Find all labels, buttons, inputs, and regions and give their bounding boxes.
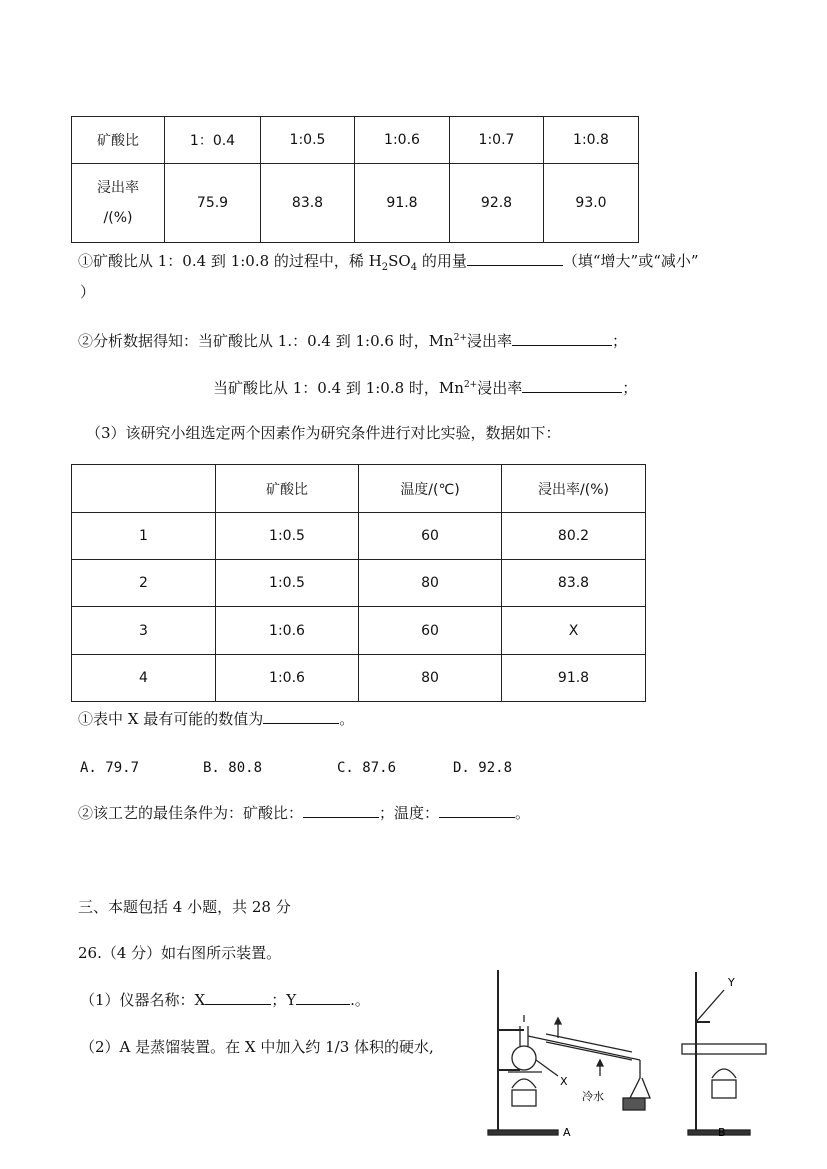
table1-row-header: 矿酸比	[72, 117, 165, 164]
label-y-pointer	[696, 990, 724, 1022]
table2-cell: 3	[72, 607, 216, 655]
test-tube-icon	[682, 1044, 766, 1054]
table2-header: 矿酸比	[216, 465, 359, 513]
table2-cell: 1:0.6	[216, 655, 359, 702]
flame-icon	[712, 1069, 736, 1078]
table1-cell: 1:0.6	[355, 117, 450, 164]
question-26-title: 26.（4 分）如右图所示装置。	[78, 944, 282, 962]
answer-blank[interactable]	[522, 378, 622, 393]
stand-base-a	[488, 1130, 558, 1135]
superscript: 2+	[453, 333, 467, 343]
label-cold-water: 冷水	[582, 1090, 604, 1103]
question-x-value	[78, 709, 354, 729]
table1-header-line: /(%)	[103, 210, 133, 226]
table-row	[72, 607, 646, 655]
question-1-mid: SO	[388, 252, 411, 270]
answer-blank[interactable]	[263, 709, 339, 724]
question-1-prefix: ①矿酸比从 1：0.4 到 1:0.8 的过程中，稀 H	[78, 252, 382, 270]
best-conditions-mid: ；温度：	[379, 804, 440, 822]
table-row	[72, 513, 646, 560]
section-heading: 三、本题包括 4 小题，共 28 分	[78, 898, 291, 916]
label-y: Y	[728, 976, 735, 989]
option-b[interactable]: B. 80.8	[203, 760, 263, 776]
table2-header: 浸出率/(%)	[502, 465, 646, 513]
table1-header-line: 浸出率	[97, 180, 139, 196]
label-b: B	[718, 1126, 726, 1139]
superscript: 2+	[463, 380, 478, 390]
table2-header: 温度/(℃)	[359, 465, 502, 513]
question-2-after: 浸出率	[477, 379, 523, 397]
question-2-line2	[213, 378, 637, 398]
question-26-part1	[80, 990, 370, 1010]
table2-cell: 1	[72, 513, 216, 560]
table1-cell: 1:0.8	[544, 117, 639, 164]
table1-row-header	[72, 164, 165, 243]
question-26-part2: （2）A 是蒸馏装置。在 X 中加入约 1/3 体积的硬水,	[80, 1038, 434, 1056]
question-2-line1	[78, 331, 627, 351]
experiment-table	[71, 464, 646, 702]
question-1-line2: ）	[80, 283, 96, 301]
part1-end: .。	[350, 991, 370, 1009]
question-2-end: ；	[612, 332, 628, 350]
answer-blank[interactable]	[512, 331, 612, 346]
subscript: 4	[410, 262, 418, 273]
question-2-prefix: ②分析数据得知：当矿酸比从 1.：0.4 到 1:0.6 时，Mn	[78, 332, 454, 350]
answer-blank[interactable]	[467, 251, 563, 266]
table1-cell: 1:0.5	[261, 117, 355, 164]
subscript: 2	[381, 262, 389, 273]
option-c[interactable]: C. 87.6	[337, 760, 397, 776]
question-x-text: ①表中 X 最有可能的数值为	[78, 710, 264, 728]
table2-cell: 1:0.5	[216, 513, 359, 560]
question-2-end: ；	[622, 379, 638, 397]
receiving-flask-icon	[630, 1060, 650, 1098]
label-a: A	[563, 1126, 571, 1139]
question-2-after: 浸出率	[467, 332, 513, 350]
part1-mid: ；Y	[271, 991, 297, 1009]
best-conditions-end: 。	[515, 804, 531, 822]
table1-cell: 83.8	[261, 164, 355, 243]
table1-cell: 92.8	[450, 164, 544, 243]
table2-cell: 60	[359, 513, 502, 560]
table2-cell: 91.8	[502, 655, 646, 702]
part-3-intro: （3）该研究小组选定两个因素作为研究条件进行对比实验，数据如下：	[86, 424, 561, 442]
table1-cell: 1:0.7	[450, 117, 544, 164]
question-x-end: 。	[339, 710, 355, 728]
distillation-apparatus-figure	[460, 960, 810, 1150]
apparatus-a	[488, 970, 650, 1135]
receiver-block	[623, 1098, 645, 1110]
burner-icon	[712, 1080, 736, 1098]
answer-blank[interactable]	[296, 990, 350, 1005]
condenser-icon	[528, 1036, 640, 1060]
table1-cell: 91.8	[355, 164, 450, 243]
table2-cell: 4	[72, 655, 216, 702]
answer-blank[interactable]	[205, 990, 271, 1005]
best-conditions-text: ②该工艺的最佳条件为：矿酸比：	[78, 804, 304, 822]
label-x: X	[560, 1075, 568, 1088]
table1-cell: 1：0.4	[165, 117, 261, 164]
question-1-after: 的用量	[417, 252, 467, 270]
answer-blank[interactable]	[439, 803, 515, 818]
table2-cell: 83.8	[502, 560, 646, 607]
table2-cell: 80	[359, 655, 502, 702]
burner-icon	[512, 1090, 536, 1106]
table2-cell: 1:0.5	[216, 560, 359, 607]
answer-blank[interactable]	[303, 803, 379, 818]
table2-cell: 2	[72, 560, 216, 607]
table2-cell: 80	[359, 560, 502, 607]
table-row	[72, 560, 646, 607]
question-2-prefix: 当矿酸比从 1：0.4 到 1:0.8 时，Mn	[213, 379, 464, 397]
flame-icon	[512, 1079, 536, 1088]
question-1-suffix: （填“增大”或“减小”	[562, 252, 699, 270]
part1-prefix: （1）仪器名称：X	[80, 991, 206, 1009]
table-row	[72, 655, 646, 702]
table2-cell: 1:0.6	[216, 607, 359, 655]
question-1	[78, 251, 699, 271]
table2-header	[72, 465, 216, 513]
table2-cell: 60	[359, 607, 502, 655]
ore-acid-ratio-table	[71, 116, 639, 243]
table1-cell: 93.0	[544, 164, 639, 243]
apparatus-b	[682, 972, 766, 1135]
question-best-conditions	[78, 803, 530, 823]
table1-cell: 75.9	[165, 164, 261, 243]
table2-cell: X	[502, 607, 646, 655]
distilling-flask-icon	[512, 1046, 536, 1070]
table2-cell: 80.2	[502, 513, 646, 560]
option-d[interactable]: D. 92.8	[453, 760, 513, 776]
option-a[interactable]: A. 79.7	[80, 760, 140, 776]
